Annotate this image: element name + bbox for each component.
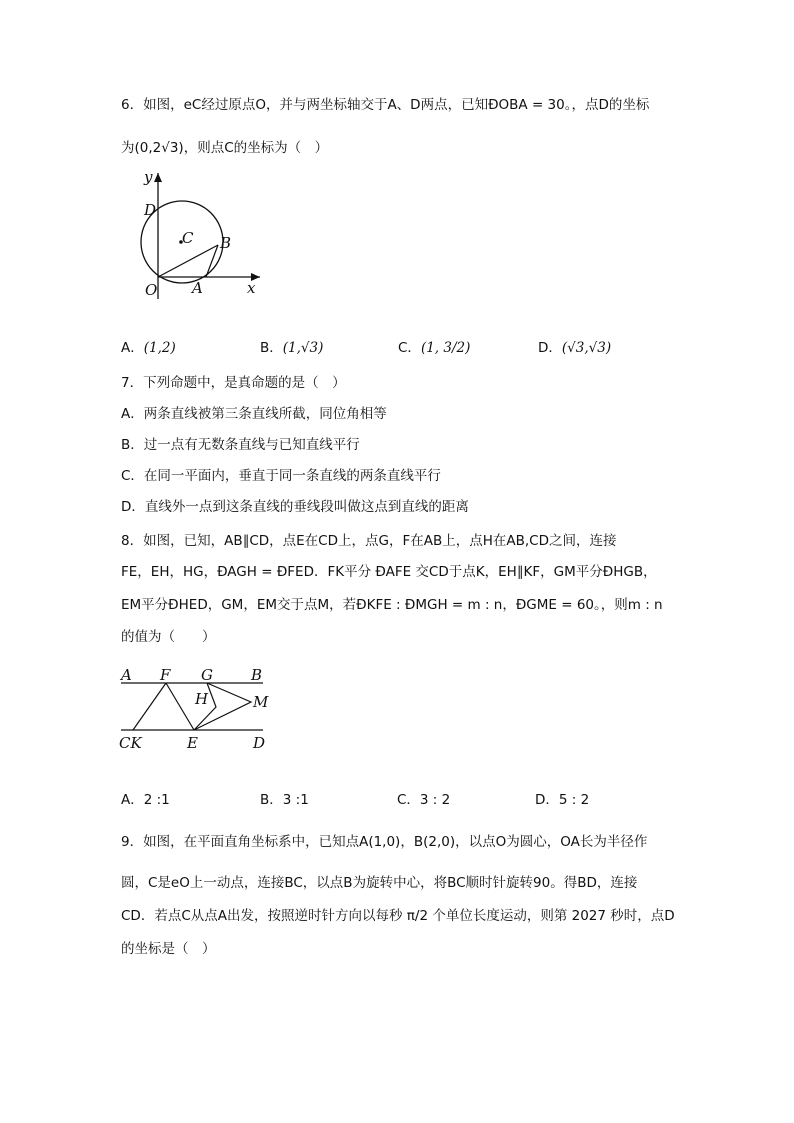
point-h-label: H xyxy=(195,690,209,708)
q9-stem-line-2: 圆，C是eO上一动点，连接BC，以点B为旋转中心，将BC顺时针旋转90。得BD，连接 xyxy=(121,875,638,891)
q7-option-a: A．两条直线被第三条直线所截，同位角相等 xyxy=(121,406,387,422)
q6-stem-line-1: 6．如图，eC经过原点O，并与两坐标轴交于A、D两点，已知ÐOBA = 30。，点D的坐标 xyxy=(121,97,650,113)
point-g-label: G xyxy=(201,666,213,684)
q8-stem-line-2: FE，EH，HG，ÐAGH = ÐFED．FK平分 ÐAFE 交CD于点K，EH∥KF，GM平分ÐHGB， xyxy=(121,564,657,580)
point-f-label: F xyxy=(160,666,171,684)
point-d-label: D xyxy=(253,734,266,752)
q8-stem-line-3: EM平分ÐHED，GM，EM交于点M，若ÐKFE : ÐMGH = m : n，ÐGME = 60。，则m : n xyxy=(121,597,663,613)
point-ck-label: CK xyxy=(119,734,142,752)
q7-option-b: B．过一点有无数条直线与已知直线平行 xyxy=(121,437,360,453)
option-letter: B． xyxy=(260,340,283,356)
point-d-label: D xyxy=(144,201,157,219)
point-e-label: E xyxy=(187,734,198,752)
q7-stem: 7．下列命题中，是真命题的是（ ） xyxy=(121,375,346,391)
q6-option-a xyxy=(121,338,176,358)
point-b-label: B xyxy=(251,666,263,684)
x-axis-label: x xyxy=(247,279,256,297)
q6-option-b xyxy=(260,338,323,358)
point-a-label: A xyxy=(192,279,203,297)
option-value: (1, 3/2) xyxy=(420,340,471,356)
option-letter: D． xyxy=(538,340,562,356)
q9-stem-line-3: CD．若点C从点A出发，按照逆时针方向以每秒 π/2 个单位长度运动，则第 2027 秒时，点D xyxy=(121,908,675,924)
q8-option-c: C．3 : 2 xyxy=(397,792,451,808)
point-o-label: O xyxy=(145,281,158,299)
point-c-label: C xyxy=(182,229,194,247)
q7-option-d: D．直线外一点到这条直线的垂线段叫做这点到直线的距离 xyxy=(121,499,469,515)
option-value: (√3,√3) xyxy=(561,340,612,356)
q7-option-c: C．在同一平面内，垂直于同一条直线的两条直线平行 xyxy=(121,468,441,484)
option-value: (1,2) xyxy=(143,340,176,356)
point-b-label: B xyxy=(220,234,232,252)
option-letter: C． xyxy=(398,340,421,356)
q8-stem-line-1: 8．如图，已知，AB∥CD，点E在CD上，点G，F在AB上，点H在AB,CD之间，连接 xyxy=(121,533,617,549)
q9-stem-line-4: 的坐标是（ ） xyxy=(121,941,216,957)
q6-stem-line-2: 为(0,2√3)，则点C的坐标为（ ） xyxy=(121,140,329,156)
option-value: (1,√3) xyxy=(282,340,324,356)
q8-option-d: D．5 : 2 xyxy=(535,792,590,808)
q8-option-b: B．3 :1 xyxy=(260,792,309,808)
q6-circle-figure xyxy=(120,165,270,305)
q9-stem-line-1: 9．如图，在平面直角坐标系中，已知点A(1,0)，B(2,0)，以点O为圆心，OA长为半径作 xyxy=(121,834,648,850)
point-a-label: A xyxy=(121,666,132,684)
q6-option-c xyxy=(398,338,470,358)
q8-option-a: A．2 :1 xyxy=(121,792,170,808)
q8-parallel-lines-figure xyxy=(115,662,285,757)
y-axis-label: y xyxy=(144,168,153,186)
q8-stem-line-4: 的值为（ ） xyxy=(121,629,216,645)
point-m-label: M xyxy=(253,693,269,711)
q6-option-d xyxy=(538,338,611,358)
option-letter: A． xyxy=(121,340,144,356)
